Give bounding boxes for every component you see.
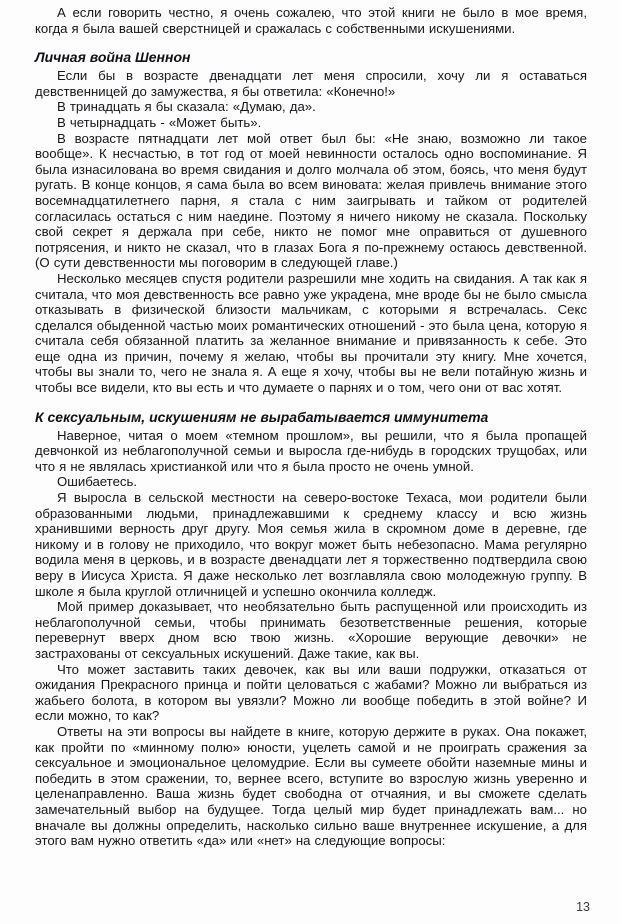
paragraph: В тринадцать я бы сказала: «Думаю, да». xyxy=(57,99,316,115)
paragraph: Мой пример доказывает, что необязательно быть распущенной или происходить из неблагополучной семьи, чтобы принимать безответственные решения, которые перевернут вверх дном всю твою жизнь. «Хорошие верующие девочки» не застрахованы от сексуальных искушений. Даже такие, как вы. xyxy=(35,599,587,661)
paragraph: Я выросла в сельской местности на северо-востоке Техаса, мои родители были образованными людьми, принадлежавшими к среднему классу и всю жизнь хранившими верность друг другу. Моя семья жила в скромном доме в деревне, где никому и в голову не приходило, что вокруг может быть небезопасно. Мама регулярно водила меня в церковь, и в возрасте двенадцати лет я торжественно подтвердила свою веру в Иисуса Христа. Я даже несколько лет возглавляла свою молодежную группу. В школе я была круглой отличницей и успешно окончила колледж. xyxy=(35,490,587,599)
page-text xyxy=(35,5,587,849)
section-heading-no-immunity: К сексуальным, искушениям не вырабатывается иммунитета xyxy=(35,408,489,425)
section-heading-shannon-war: Личная война Шеннон xyxy=(35,49,191,66)
paragraph: Что может заставить таких девочек, как вы или ваши подружки, отказаться от ожидания Прекрасного принца и пойти целоваться с жабами? Можно ли выбраться из жабьего болота, в котором вы увязли? Можно ли вообще победить в этой войне? И если можно, то как? xyxy=(35,661,587,724)
paragraph: В четырнадцать - «Может быть». xyxy=(57,114,262,130)
paragraph: Несколько месяцев спустя родители разрешили мне ходить на свидания. А так как я считала, что моя девственность все равно уже украдена, мне вроде бы не было смысла отказывать в физической близости мальчикам, с которыми я встречалась. Секс сделался обыденной частью моих романтических отношений - это была цена, которую я считала себя обязанной платить за желанное внимание и привязанность к себе. Это еще одна из причин, почему я желаю, чтобы вы прочитали эту книгу. Мне хочется, чтобы вы знали то, чего не знала я. А еще я хочу, чтобы вы не вели потайную жизнь и чтобы все видели, кто вы есть и что думаете о парнях и о том, чего они от вас хотят. xyxy=(35,270,587,396)
paragraph: Ошибаетесь. xyxy=(57,474,138,490)
paragraph: В возрасте пятнадцати лет мой ответ был бы: «Не знаю, возможно ли такое вообще». К несчастью, в тот год от моей невинности осталось одно воспоминание. Я была изнасилована во время свидания и долго молчала об этом, боясь, что меня будут ругать. В конце концов, я сама была во всем виновата: желая привлечь внимание этого восемнадцатилетнего парня, я стала с ним заигрывать и тайком от родителей согласилась остаться с ним наедине. Поэтому я ничего никому не сказала. Поскольку свой секрет я держала при себе, никто не помог мне оправиться от душевного потрясения, и никто не сказал, что в глазах Бога я по-прежнему остаюсь девственной. (О сути девственности мы поговорим в следующей главе.) xyxy=(35,130,587,271)
paragraph: Ответы на эти вопросы вы найдете в книге, которую держите в руках. Она покажет, как пройти по «минному полю» юности, уцелеть самой и не проиграть сражения за сексуальное и эмоциональное целомудрие. Если вы сумеете обойти наземные мины и победить в этом сражении, то, вернее всего, вступите во взрослую жизнь уверенно и целенаправленно. Ваша жизнь будет свободна от отчаяния, и вы сможете сделать замечательный выбор на будущее. Тогда целый мир будет принадлежать вам... но вначале вы должны определить, насколько сильно ваше внутреннее искушение, а для этого вам нужно ответить «да» или «нет» на следующие вопросы: xyxy=(35,723,587,849)
paragraph: Наверное, читая о моем «темном прошлом», вы решили, что я была пропащей девчонкой из неблагополучной семьи и выросла где-нибудь в городских трущобах, или что я не являлась христианкой или что я была просто не очень умной. xyxy=(35,427,587,474)
paragraph: А если говорить честно, я очень сожалею, что этой книги не было в мое время, когда я была вашей сверстницей и сражалась с собственными искушениями. xyxy=(35,5,587,36)
page-number: 13 xyxy=(576,900,590,914)
paragraph: Если бы в возрасте двенадцати лет меня спросили, хочу ли я оставаться девственницей до замужества, я бы ответила: «Конечно!» xyxy=(35,68,587,99)
